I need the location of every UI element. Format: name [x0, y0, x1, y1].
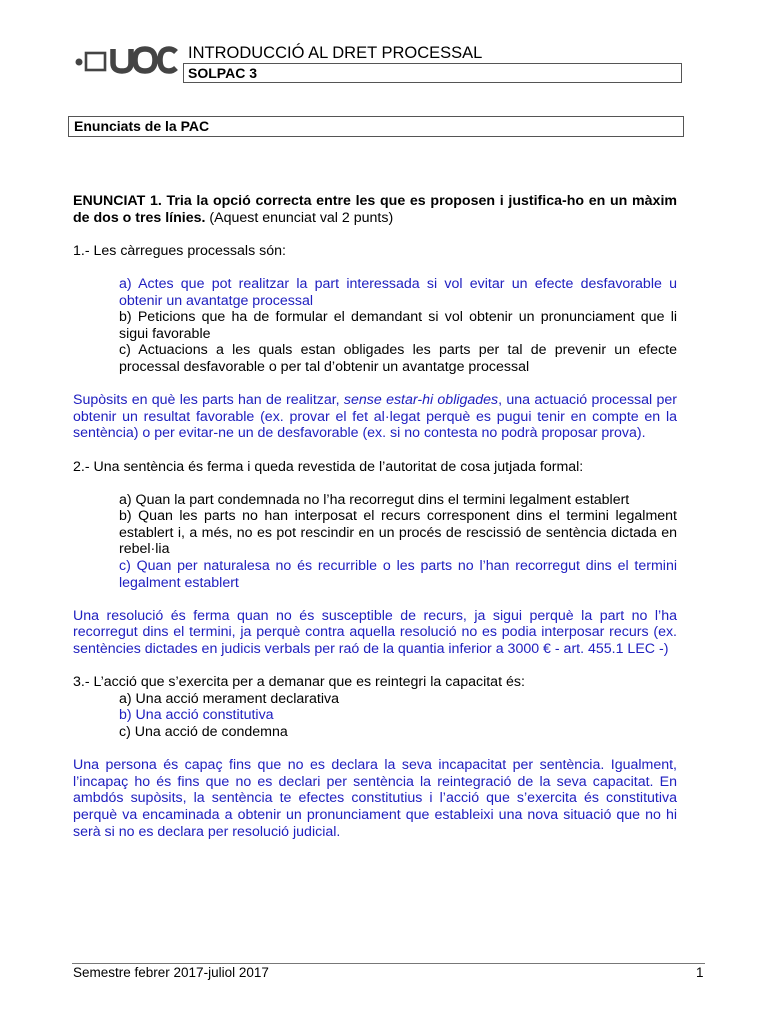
q1-explanation-emphasis: sense estar-hi obligades [343, 392, 499, 409]
document-body [73, 193, 677, 840]
statement-label: ENUNCIAT 1. Tria la opció correcta entre les que es proposen i justifica-ho en un màxim de dos o tres línies. [73, 193, 677, 226]
q1-option-c: c) Actuacions a les quals estan obligades les parts per tal de prevenir un efecte processal desfavorable o per tal d’obtenir un avantatge processal [119, 342, 677, 375]
statement-note: (Aquest enunciat val 2 punts) [205, 209, 394, 226]
question-2: 2.- Una sentència és ferma i queda revestida de l’autoritat de cosa jutjada formal: [73, 458, 584, 475]
q2-option-a: a) Quan la part condemnada no l’ha recorregut dins el termini legalment establert [119, 491, 630, 508]
question-3: 3.- L’acció que s’exercita per a demanar que es reintegri la capacitat és: [73, 674, 525, 691]
q3-explanation: Una persona és capaç fins que no es declara la seva incapacitat per sentència. Igualment, l’incapaç ho és fins que no es declari per sentència la reintegració de la seva capacitat. En ambdós supòsits, la sentència te efectes constitutius i l’acció que s’exercita és constitutiva perquè va encaminada a obtenir un pronunciament que estableixi una nova situació que no hi serà si no es declara per resolució judicial. [73, 757, 677, 840]
q2-option-b: b) Quan les parts no han interposat el recurs corresponent dins el termini legalment establert i, a més, no es pot rescindir en un procés de rescissió de sentència dictada en rebel·lia [119, 508, 677, 558]
uoc-logo [74, 44, 178, 76]
footer-divider [72, 963, 705, 964]
q1-option-b: b) Peticions que ha de formular el demandant si vol obtenir un pronunciament que li sigui favorable [119, 309, 677, 342]
q1-explanation: Supòsits en què les parts han de realitzar, sense estar-hi obligades, una actuació processal per obtenir un resultat favorable (ex. provar el fet al·legat perquè es pugui tenir en compte en la sentència) o per evitar-ne un de desfavorable (ex. si no contesta no podrà proposar prova). [73, 392, 677, 442]
question-1: 1.- Les càrregues processals són: [73, 242, 286, 259]
q1-option-a: a) Actes que pot realitzar la part interessada si vol evitar un efecte desfavorable u obtenir un avantatge processal [119, 275, 677, 309]
logo-letter-c [160, 49, 176, 71]
q3-option-b: b) Una acció constitutiva [119, 707, 274, 724]
q3-option-a: a) Una acció merament declarativa [119, 690, 340, 707]
logo-square [86, 53, 105, 70]
q2-explanation: Una resolució és ferma quan no és susceptible de recurs, ja sigui perquè la part no l’ha recorregut dins el termini, ja perquè contra aquella resolució no es podia interposar recurs (ex. sentències dictades en judicis verbals per raó de la quantia inferior a 3000 € - art. 455.1 LEC -) [73, 607, 677, 658]
footer-semester: Semestre febrer 2017-juliol 2017 [73, 965, 269, 980]
q3-option-c: c) Una acció de condemna [119, 724, 288, 740]
page-number: 1 [696, 965, 704, 980]
q2-option-c: c) Quan per naturalesa no és recurrible o les parts no l’han recorregut dins el termini legalment establert [119, 558, 677, 591]
document-subtitle: SOLPAC 3 [183, 63, 682, 83]
course-title: INTRODUCCIÓ AL DRET PROCESSAL [188, 44, 483, 62]
section-heading: Enunciats de la PAC [68, 116, 684, 137]
statement [73, 193, 677, 226]
logo-letter-u [113, 49, 131, 71]
logo-letter-o [135, 49, 155, 71]
logo-dot [76, 59, 83, 66]
